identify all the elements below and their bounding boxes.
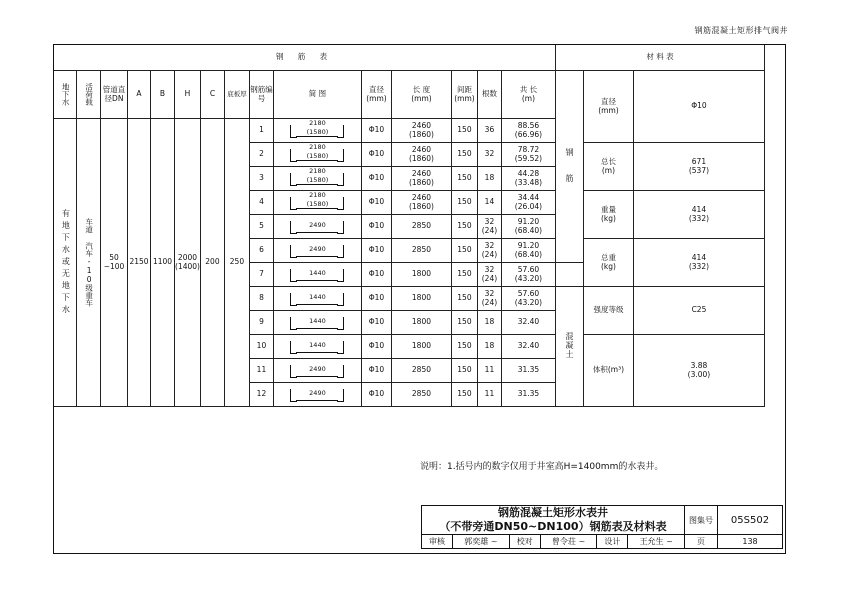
bar-dia: Φ10 [361, 263, 391, 287]
bar-total: 31.35 [501, 359, 555, 383]
bar-spacing: 150 [451, 287, 477, 311]
bar-total: 57.60 (43.20) [501, 287, 555, 311]
hdr-spacing: 间距(mm) [451, 71, 477, 119]
mat-item-name: 直径 (mm) [583, 71, 633, 143]
outer-frame [53, 44, 786, 554]
bar-len: 1800 [391, 263, 451, 287]
mat-item-value: 414 (332) [633, 239, 764, 287]
bar-count: 18 [477, 335, 501, 359]
bar-no: 5 [249, 215, 273, 239]
bar-dia: Φ10 [361, 359, 391, 383]
bar-len: 2850 [391, 383, 451, 407]
bar-len: 2460 (1860) [391, 119, 451, 143]
designer-name: 王允生 ~ [628, 535, 685, 549]
bar-no: 10 [249, 335, 273, 359]
bar-shape: 1440 [273, 311, 361, 335]
bar-shape: 2490 [273, 239, 361, 263]
bar-count: 32 [477, 143, 501, 167]
bar-shape: 2180 (1580) [273, 191, 361, 215]
bar-count: 11 [477, 359, 501, 383]
bar-dia: Φ10 [361, 335, 391, 359]
page-label: 页 [685, 535, 718, 549]
bar-total: 32.40 [501, 335, 555, 359]
bar-no: 7 [249, 263, 273, 287]
group-b: 1100 [151, 119, 175, 407]
bar-shape: 1440 [273, 287, 361, 311]
bar-total: 57.60 (43.20) [501, 263, 555, 287]
bar-len: 2460 (1860) [391, 143, 451, 167]
bar-len: 2850 [391, 215, 451, 239]
bar-total: 78.72 (59.52) [501, 143, 555, 167]
group-dn: 50 ~100 [101, 119, 128, 407]
atlas-label: 图集号 [685, 506, 718, 535]
bar-len: 2850 [391, 359, 451, 383]
bar-dia: Φ10 [361, 167, 391, 191]
group-load: 车道 汽车-10级重车 [77, 119, 101, 407]
check-label: 校对 [509, 535, 540, 549]
hdr-a: A [128, 71, 151, 119]
hdr-h: H [175, 71, 201, 119]
group-a: 2150 [128, 119, 151, 407]
bar-len: 2460 (1860) [391, 191, 451, 215]
group-h: 2000 (1400) [175, 119, 201, 407]
bar-no: 4 [249, 191, 273, 215]
bar-shape: 2490 [273, 215, 361, 239]
hdr-total: 共 长 (m) [501, 71, 555, 119]
mat-item-value: 414 (332) [633, 191, 764, 239]
bar-dia: Φ10 [361, 311, 391, 335]
bar-total: 91.20 (68.40) [501, 215, 555, 239]
bar-dia: Φ10 [361, 215, 391, 239]
bar-count: 32 (24) [477, 215, 501, 239]
mat-item-value: C25 [633, 287, 764, 335]
bar-count: 32 (24) [477, 263, 501, 287]
checker-name: 曾令荘 ~ [540, 535, 597, 549]
bar-shape: 2490 [273, 359, 361, 383]
mat-item-name: 强度等级 [583, 287, 633, 335]
bar-shape: 2180 (1580) [273, 167, 361, 191]
group-groundwater: 有地下水或无地下水 [54, 119, 77, 407]
bar-total: 32.40 [501, 311, 555, 335]
mat-item-value: 671 (537) [633, 143, 764, 191]
hdr-shape: 简 图 [273, 71, 361, 119]
bar-count: 18 [477, 311, 501, 335]
bar-no: 8 [249, 287, 273, 311]
reviewer-name: 郭奕雄 ~ [453, 535, 510, 549]
bar-no: 12 [249, 383, 273, 407]
bar-total: 34.44 (26.04) [501, 191, 555, 215]
mat-item-name: 总长 (m) [583, 143, 633, 191]
bar-len: 1800 [391, 311, 451, 335]
page-number: 138 [718, 535, 783, 549]
bar-spacing: 150 [451, 143, 477, 167]
bar-spacing: 150 [451, 191, 477, 215]
mat-item-value: Φ10 [633, 71, 764, 143]
bar-count: 18 [477, 167, 501, 191]
bar-len: 2460 (1860) [391, 167, 451, 191]
bar-spacing: 150 [451, 383, 477, 407]
bar-count: 11 [477, 383, 501, 407]
hdr-pipe-dn: 管道直径DN [101, 71, 128, 119]
bar-shape: 1440 [273, 263, 361, 287]
bar-total: 31.35 [501, 383, 555, 407]
bar-count: 36 [477, 119, 501, 143]
bar-spacing: 150 [451, 359, 477, 383]
hdr-b: B [151, 71, 175, 119]
rebar-table-title: 钢 筋 表 [54, 45, 556, 71]
group-bottom: 250 [224, 119, 249, 407]
atlas-number: 05S502 [718, 506, 783, 535]
design-label: 设计 [597, 535, 628, 549]
bar-count: 14 [477, 191, 501, 215]
hdr-bottom: 底板厚 [224, 71, 249, 119]
bar-spacing: 150 [451, 167, 477, 191]
bar-spacing: 150 [451, 215, 477, 239]
bar-dia: Φ10 [361, 143, 391, 167]
title-block [421, 505, 783, 549]
bar-total: 88.56 (66.96) [501, 119, 555, 143]
mat-item-name: 重量 (kg) [583, 191, 633, 239]
drawing-title: 钢筋混凝土矩形水表井 （不带旁通DN50~DN100）钢筋表及材料表 [422, 506, 685, 535]
bar-len: 1800 [391, 287, 451, 311]
bar-total: 44.28 (33.48) [501, 167, 555, 191]
bar-no: 6 [249, 239, 273, 263]
group-c: 200 [200, 119, 224, 407]
bar-spacing: 150 [451, 239, 477, 263]
header-title: 钢筋混凝土矩形排气阀井 [694, 26, 788, 35]
bar-dia: Φ10 [361, 383, 391, 407]
bar-spacing: 150 [451, 311, 477, 335]
bar-no: 11 [249, 359, 273, 383]
hdr-groundwater: 地下水 [54, 71, 77, 119]
concrete-label: 混 凝 土 [555, 287, 583, 407]
bar-dia: Φ10 [361, 287, 391, 311]
bar-count: 32 (24) [477, 287, 501, 311]
hdr-count: 根数 [477, 71, 501, 119]
bar-shape: 2180 (1580) [273, 119, 361, 143]
mat-item-name: 总重 (kg) [583, 239, 633, 287]
mat-item-value: 3.88 (3.00) [633, 335, 764, 407]
material-table-title: 材 料 表 [555, 45, 764, 71]
bar-no: 3 [249, 167, 273, 191]
hdr-bar-no: 钢筋编号 [249, 71, 273, 119]
bar-dia: Φ10 [361, 119, 391, 143]
steel-label: 钢 筋 [555, 71, 583, 263]
bar-spacing: 150 [451, 119, 477, 143]
hdr-length: 长 度 (mm) [391, 71, 451, 119]
bar-shape: 2490 [273, 383, 361, 407]
bar-count: 32 (24) [477, 239, 501, 263]
bar-len: 1800 [391, 335, 451, 359]
bar-spacing: 150 [451, 335, 477, 359]
bar-shape: 1440 [273, 335, 361, 359]
hdr-c: C [200, 71, 224, 119]
hdr-dia: 直径(mm) [361, 71, 391, 119]
hdr-live-load: 活荷载 [77, 71, 101, 119]
note-text: 说明：1.括号内的数字仅用于井室高H=1400mm的水表井。 [420, 462, 664, 472]
review-label: 审核 [422, 535, 453, 549]
bar-no: 9 [249, 311, 273, 335]
bar-shape: 2180 (1580) [273, 143, 361, 167]
bar-no: 2 [249, 143, 273, 167]
bar-len: 2850 [391, 239, 451, 263]
bar-total: 91.20 (68.40) [501, 239, 555, 263]
bar-dia: Φ10 [361, 239, 391, 263]
mat-item-name: 体积(m³) [583, 335, 633, 407]
bar-dia: Φ10 [361, 191, 391, 215]
bar-no: 1 [249, 119, 273, 143]
bar-spacing: 150 [451, 263, 477, 287]
